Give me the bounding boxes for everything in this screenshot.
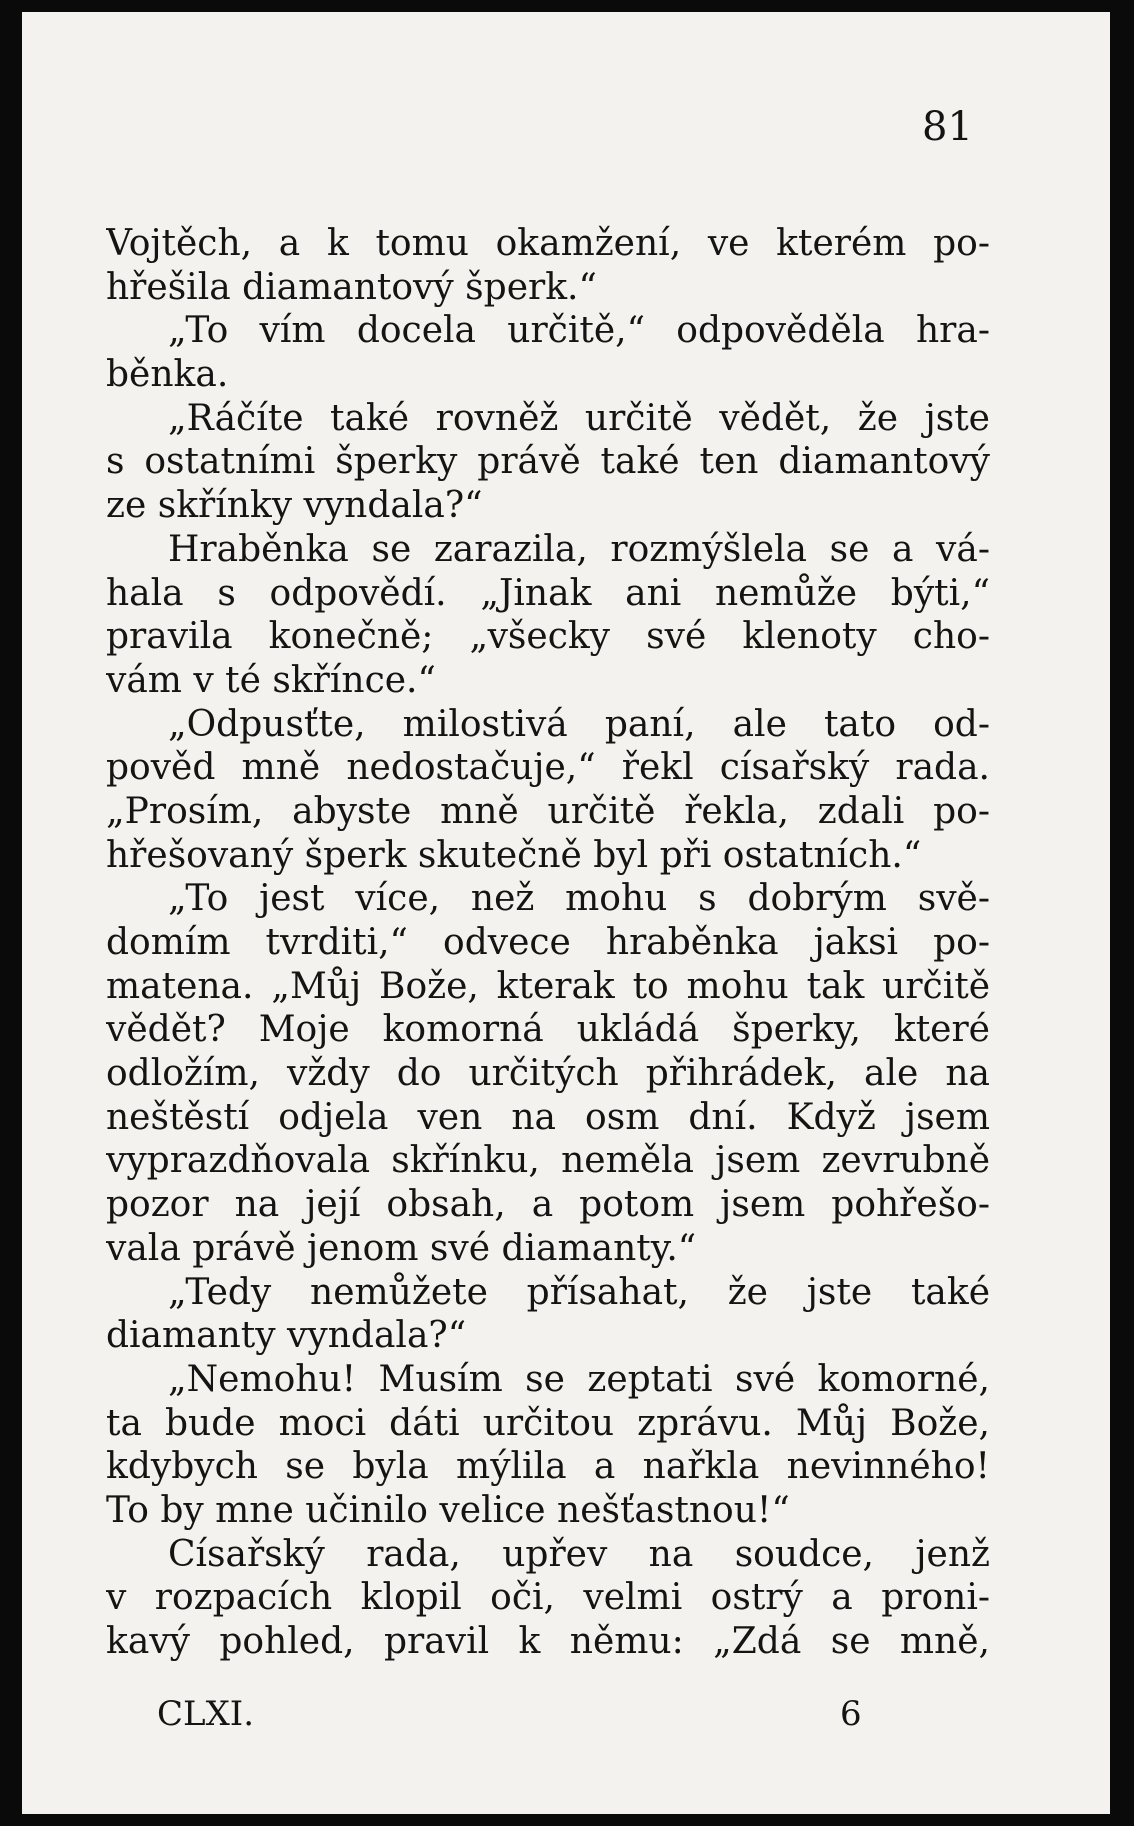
text-line: Císařský rada, upřev na soudce, jenž [168,1533,990,1575]
text-line: „Ráčíte také rovněž určitě vědět, že jste [168,397,990,439]
text-line: kdybych se byla mýlila a nařkla nevinného! [106,1446,990,1488]
text-line: ta bude moci dáti určitou zprávu. Můj Bože, [106,1402,990,1444]
text-line: matena. „Můj Bože, kterak to mohu tak určitě [106,965,990,1007]
text-line: „Prosím, abyste mně určitě řekla, zdali po- [106,790,990,832]
text-line: v rozpacích klopil oči, velmi ostrý a proni- [106,1577,990,1619]
text-line: běnka. [106,354,229,396]
text-line: To by mne učinilo velice nešťastnou!“ [106,1489,790,1531]
text-line: neštěstí odjela ven na osm dní. Když jsem [106,1096,990,1138]
text-line: odložím, vždy do určitých přihrádek, ale na [106,1053,990,1095]
text-line: vědět? Moje komorná ukládá šperky, které [106,1009,990,1051]
page-number: 81 [922,104,973,150]
text-line: „To jest více, než mohu s dobrým svě- [168,878,990,920]
text-line: pozor na její obsah, a potom jsem pohřešo- [106,1184,990,1226]
signature-mark: CLXI. [157,1694,255,1734]
text-line: pověd mně nedostačuje,“ řekl císařský rada. [106,747,990,789]
text-line: vala právě jenom své diamanty.“ [106,1227,697,1269]
sheet-number: 6 [840,1694,862,1734]
text-line: „Nemohu! Musím se zeptati své komorné, [168,1358,990,1400]
text-line: „Odpusťte, milostivá paní, ale tato od- [168,703,990,745]
text-line: „To vím docela určitě,“ odpověděla hra- [168,310,990,352]
text-line: vám v té skřínce.“ [106,659,436,701]
text-line: „Tedy nemůžete přísahat, že jste také [168,1271,990,1313]
text-line: hřešovaný šperk skutečně byl při ostatních.“ [106,834,922,876]
text-line: domím tvrditi,“ odvece hraběnka jaksi po- [106,922,990,963]
text-line: hala s odpovědí. „Jinak ani nemůže býti,“ [106,572,990,614]
book-page [22,12,1110,1814]
body-text [106,222,990,1664]
text-line: kavý pohled, pravil k němu: „Zdá se mně, [106,1621,990,1662]
text-line: s ostatními šperky právě také ten diamantový [106,441,990,483]
text-line: hřešila diamantový šperk.“ [106,266,597,308]
text-line: diamanty vyndala?“ [106,1315,467,1357]
text-line: ze skřínky vyndala?“ [106,485,483,527]
text-line: pravila konečně; „všecky své klenoty cho- [106,616,990,658]
text-line: Hraběnka se zarazila, rozmýšlela se a vá- [168,528,990,570]
text-line: Vojtěch, a k tomu okamžení, ve kterém po- [106,223,990,264]
text-line: vyprazdňovala skřínku, neměla jsem zevrubně [106,1140,990,1182]
